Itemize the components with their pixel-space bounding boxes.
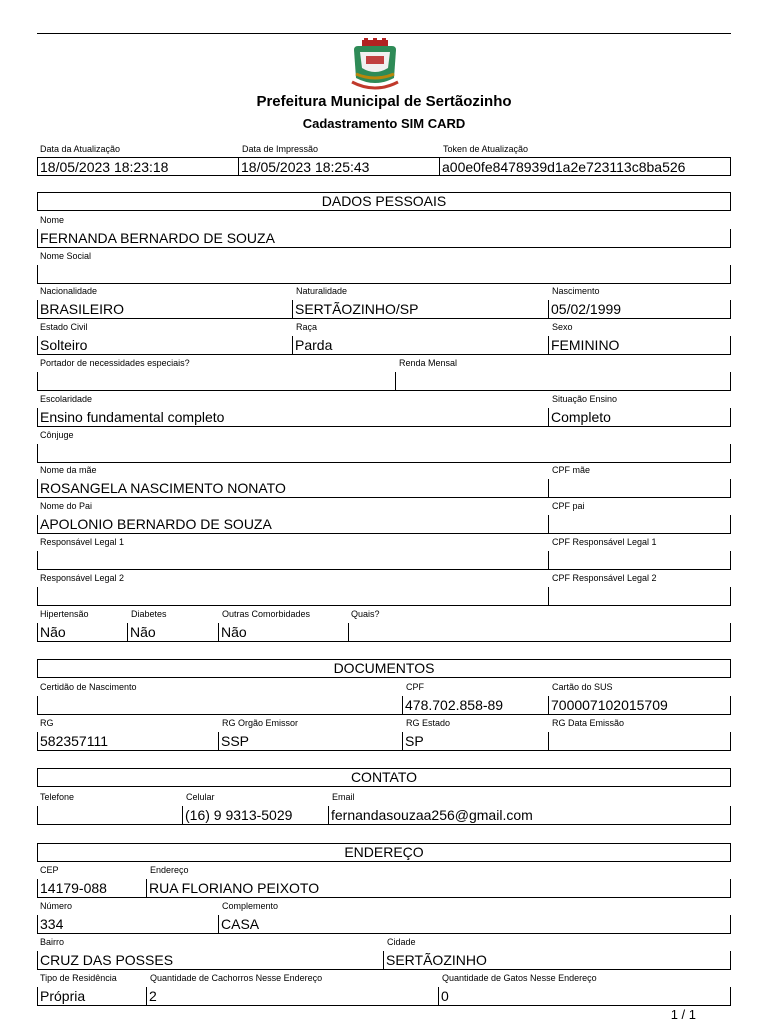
token-label: Token de Atualização — [443, 144, 529, 154]
top-rule — [37, 33, 731, 34]
mobile-value: (16) 9 9313-5029 — [182, 806, 328, 825]
page-number: 1 / 1 — [670, 1007, 696, 1022]
guardian1-label: Responsável Legal 1 — [40, 537, 125, 547]
sex-label: Sexo — [552, 322, 573, 332]
mother-cpf-value — [548, 479, 731, 498]
cpf-label: CPF — [406, 682, 424, 692]
diabetes-label: Diabetes — [131, 609, 167, 619]
special-needs-label: Portador de necessidades especiais? — [40, 358, 190, 368]
which-value — [348, 623, 731, 642]
marital-status-label: Estado Civil — [40, 322, 88, 332]
update-date-label: Data da Atualização — [40, 144, 121, 154]
social-name-label: Nome Social — [40, 251, 92, 261]
name-value: FERNANDA BERNARDO DE SOUZA — [37, 229, 731, 248]
rg-issuer-value: SSP — [218, 732, 402, 751]
update-date-value: 18/05/2023 18:23:18 — [37, 157, 238, 176]
father-cpf-value — [548, 515, 731, 534]
comorbidities-value: Não — [218, 623, 348, 642]
phone-value — [37, 806, 182, 825]
guardian2-cpf-label: CPF Responsável Legal 2 — [552, 573, 657, 583]
schooling-value: Ensino fundamental completo — [37, 408, 548, 427]
income-value — [395, 372, 731, 391]
city-label: Cidade — [387, 937, 416, 947]
email-label: Email — [332, 792, 355, 802]
cats-count-label: Quantidade de Gatos Nesse Endereço — [442, 973, 597, 983]
father-name-value: APOLONIO BERNARDO DE SOUZA — [37, 515, 548, 534]
guardian1-cpf-label: CPF Responsável Legal 1 — [552, 537, 657, 547]
rg-label: RG — [40, 718, 54, 728]
social-name-value — [37, 265, 731, 284]
rg-issuer-label: RG Orgão Emissor — [222, 718, 299, 728]
rg-value: 582357111 — [37, 732, 218, 751]
birthplace-value: SERTÃOZINHO/SP — [292, 300, 548, 319]
street-value: RUA FLORIANO PEIXOTO — [146, 879, 731, 898]
section-address-title: ENDEREÇO — [37, 843, 731, 862]
residence-type-value: Própria — [37, 987, 146, 1006]
cpf-value: 478.702.858-89 — [402, 696, 548, 715]
page-title: Prefeitura Municipal de Sertãozinho — [256, 93, 512, 110]
which-label: Quais? — [351, 609, 380, 619]
rg-state-label: RG Estado — [406, 718, 451, 728]
hypertension-value: Não — [37, 623, 127, 642]
complement-label: Complemento — [222, 901, 279, 911]
sus-card-value: 700007102015709 — [548, 696, 731, 715]
guardian2-cpf-value — [548, 587, 731, 606]
district-label: Bairro — [40, 937, 65, 947]
rg-state-value: SP — [402, 732, 548, 751]
schooling-label: Escolaridade — [40, 394, 93, 404]
dogs-count-label: Quantidade de Cachorros Nesse Endereço — [150, 973, 323, 983]
rg-issue-date-value — [548, 732, 731, 751]
father-name-label: Nome do Pai — [40, 501, 93, 511]
guardian2-label: Responsável Legal 2 — [40, 573, 125, 583]
nationality-value: BRASILEIRO — [37, 300, 292, 319]
sus-card-label: Cartão do SUS — [552, 682, 613, 692]
section-documents-title: DOCUMENTOS — [37, 659, 731, 678]
email-value: fernandasouzaa256@gmail.com — [328, 806, 731, 825]
income-label: Renda Mensal — [399, 358, 458, 368]
birthdate-label: Nascimento — [552, 286, 600, 296]
residence-type-label: Tipo de Residência — [40, 973, 117, 983]
father-cpf-label: CPF pai — [552, 501, 585, 511]
print-date-label: Data de Impressão — [242, 144, 319, 154]
birth-certificate-label: Certidão de Nascimento — [40, 682, 137, 692]
marital-status-value: Solteiro — [37, 336, 292, 355]
number-label: Número — [40, 901, 73, 911]
page-subtitle: Cadastramento SIM CARD — [302, 116, 466, 131]
cats-count-value: 0 — [438, 987, 731, 1006]
mother-name-label: Nome da mãe — [40, 465, 97, 475]
guardian1-cpf-value — [548, 551, 731, 570]
street-label: Endereço — [150, 865, 189, 875]
special-needs-value — [37, 372, 395, 391]
dogs-count-value: 2 — [146, 987, 438, 1006]
spouse-label: Cônjuge — [40, 430, 74, 440]
phone-label: Telefone — [40, 792, 75, 802]
schooling-status-label: Situação Ensino — [552, 394, 618, 404]
municipal-coat-of-arms-icon — [350, 38, 400, 92]
print-date-value: 18/05/2023 18:25:43 — [238, 157, 439, 176]
birth-certificate-value — [37, 696, 402, 715]
guardian2-value — [37, 587, 548, 606]
comorbidities-label: Outras Comorbidades — [222, 609, 311, 619]
name-label: Nome — [40, 215, 65, 225]
spouse-value — [37, 444, 731, 463]
birthdate-value: 05/02/1999 — [548, 300, 731, 319]
rg-issue-date-label: RG Data Emissão — [552, 718, 625, 728]
district-value: CRUZ DAS POSSES — [37, 951, 383, 970]
mother-cpf-label: CPF mãe — [552, 465, 591, 475]
race-value: Parda — [292, 336, 548, 355]
number-value: 334 — [37, 915, 218, 934]
hypertension-label: Hipertensão — [40, 609, 89, 619]
section-contact-title: CONTATO — [37, 768, 731, 787]
sex-value: FEMININO — [548, 336, 731, 355]
schooling-status-value: Completo — [548, 408, 731, 427]
birthplace-label: Naturalidade — [296, 286, 348, 296]
complement-value: CASA — [218, 915, 731, 934]
nationality-label: Nacionalidade — [40, 286, 98, 296]
diabetes-value: Não — [127, 623, 218, 642]
zip-label: CEP — [40, 865, 59, 875]
guardian1-value — [37, 551, 548, 570]
race-label: Raça — [296, 322, 318, 332]
section-personal-title: DADOS PESSOAIS — [37, 192, 731, 211]
mobile-label: Celular — [186, 792, 215, 802]
city-value: SERTÃOZINHO — [383, 951, 731, 970]
zip-value: 14179-088 — [37, 879, 146, 898]
token-value: a00e0fe8478939d1a2e723113c8ba526 — [439, 157, 731, 176]
mother-name-value: ROSANGELA NASCIMENTO NONATO — [37, 479, 548, 498]
